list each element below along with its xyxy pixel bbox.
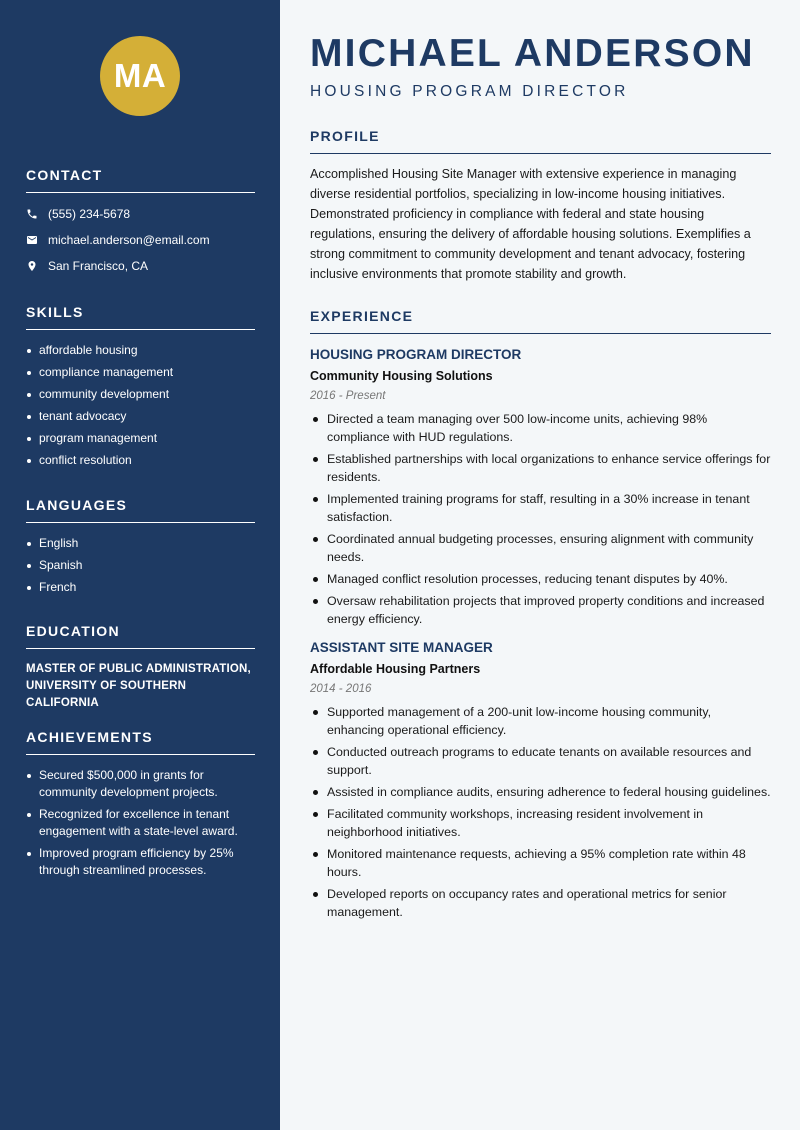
education-section <box>26 623 255 712</box>
job-title: ASSISTANT SITE MANAGER <box>310 640 493 655</box>
job-bullets <box>310 703 771 921</box>
job-company: Affordable Housing Partners <box>310 662 481 676</box>
list-item: affordable housing <box>26 342 255 359</box>
candidate-title: HOUSING PROGRAM DIRECTOR <box>310 83 629 100</box>
list-item: community development <box>26 386 255 403</box>
skills-section <box>26 304 255 474</box>
languages-heading: LANGUAGES <box>26 497 255 523</box>
list-item: tenant advocacy <box>26 408 255 425</box>
list-item: Directed a team managing over 500 low-income units, achieving 98% compliance with HUD regulations. <box>310 410 771 446</box>
email-text: michael.anderson@email.com <box>48 232 210 247</box>
languages-section <box>26 497 255 601</box>
list-item: Improved program efficiency by 25% through streamlined processes. <box>26 845 255 879</box>
job-title: HOUSING PROGRAM DIRECTOR <box>310 347 522 362</box>
list-item: Established partnerships with local organizations to enhance service offerings for residents. <box>310 450 771 486</box>
skills-list <box>26 342 255 469</box>
list-item: Facilitated community workshops, increasing resident involvement in neighborhood initiatives. <box>310 805 771 841</box>
education-degree: MASTER OF PUBLIC ADMINISTRATION, UNIVERSITY OF SOUTHERN CALIFORNIA <box>26 663 251 709</box>
languages-list <box>26 535 255 596</box>
experience-section <box>310 308 771 925</box>
list-item: Developed reports on occupancy rates and operational metrics for senior management. <box>310 885 771 921</box>
contact-email <box>26 231 255 248</box>
achievements-section <box>26 729 255 884</box>
list-item: Spanish <box>26 557 255 574</box>
job-bullets <box>310 410 771 628</box>
list-item: Secured $500,000 in grants for community development projects. <box>26 767 255 801</box>
job-entry <box>310 640 771 921</box>
avatar: MA <box>100 36 180 116</box>
list-item: French <box>26 579 255 596</box>
location-pin-icon <box>26 260 38 272</box>
list-item: Coordinated annual budgeting processes, ensuring alignment with community needs. <box>310 530 771 566</box>
job-dates: 2016 - Present <box>310 390 386 402</box>
job-dates: 2014 - 2016 <box>310 683 372 695</box>
list-item: Managed conflict resolution processes, reducing tenant disputes by 40%. <box>310 570 771 588</box>
mail-icon <box>26 234 38 246</box>
phone-icon <box>26 208 38 220</box>
phone-text: (555) 234-5678 <box>48 206 131 221</box>
list-item: Oversaw rehabilitation projects that improved property conditions and increased energy efficiency. <box>310 592 771 628</box>
contact-section <box>26 167 255 283</box>
list-item: Supported management of a 200-unit low-income housing community, enhancing operational efficiency. <box>310 703 771 739</box>
contact-location <box>26 257 255 274</box>
list-item: conflict resolution <box>26 452 255 469</box>
education-heading: EDUCATION <box>26 623 255 649</box>
job-company: Community Housing Solutions <box>310 369 493 383</box>
list-item: program management <box>26 430 255 447</box>
job-entry <box>310 347 771 628</box>
contact-phone <box>26 205 255 222</box>
profile-text: Accomplished Housing Site Manager with extensive experience in managing diverse residential portfolios, specializing in low-income housing initiatives. Demonstrated proficiency in compliance with federal and state housing regulations, ensuring the delivery of affordable housing solutions. Exemplifies a strong commitment to community development and tenant advocacy, fostering inclusive environments that promote stability and growth. <box>310 167 751 281</box>
sidebar <box>0 0 280 1130</box>
candidate-name: MICHAEL ANDERSON <box>310 32 755 75</box>
list-item: compliance management <box>26 364 255 381</box>
achievements-list <box>26 767 255 879</box>
list-item: Conducted outreach programs to educate tenants on available resources and support. <box>310 743 771 779</box>
contact-heading: CONTACT <box>26 167 255 193</box>
achievements-heading: ACHIEVEMENTS <box>26 729 255 755</box>
profile-section <box>310 128 771 284</box>
list-item: English <box>26 535 255 552</box>
experience-heading: EXPERIENCE <box>310 308 771 334</box>
list-item: Recognized for excellence in tenant engagement with a state-level award. <box>26 806 255 840</box>
skills-heading: SKILLS <box>26 304 255 330</box>
profile-heading: PROFILE <box>310 128 771 154</box>
list-item: Monitored maintenance requests, achieving a 95% completion rate within 48 hours. <box>310 845 771 881</box>
list-item: Assisted in compliance audits, ensuring adherence to federal housing guidelines. <box>310 783 771 801</box>
list-item: Implemented training programs for staff, resulting in a 30% increase in tenant satisfaction. <box>310 490 771 526</box>
location-text: San Francisco, CA <box>48 258 149 273</box>
